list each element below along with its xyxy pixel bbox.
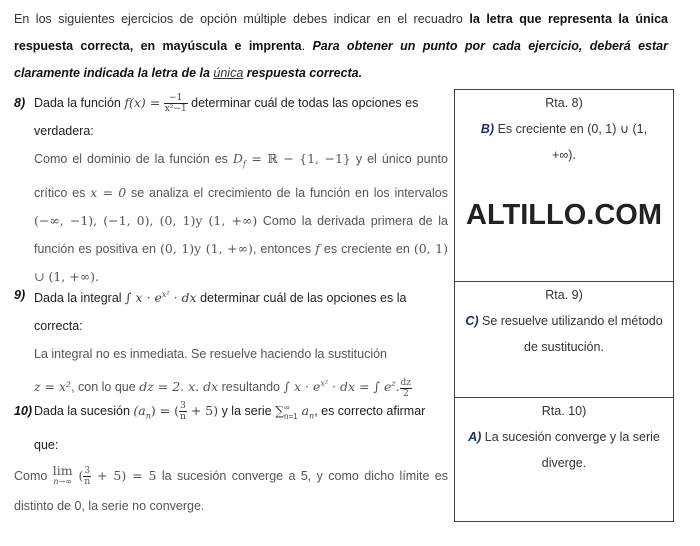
expl-text: y el único punto crítico es (34, 152, 448, 200)
integral-result: ∫ x · e (283, 379, 321, 395)
answer-8-letter: B) (480, 122, 495, 136)
series-term: a (297, 403, 310, 418)
altillo-watermark: ALTILLO.COM (466, 199, 662, 231)
expl-text: , entonces (252, 241, 316, 256)
question-8-fraction (164, 93, 188, 114)
fraction-numerator: −1 (164, 93, 188, 104)
question-8-number: 8) (14, 96, 26, 110)
fraction-denominator: n (180, 412, 186, 423)
series-term-sub: n (309, 411, 315, 421)
instructions-emphasis: la letra que representa la única respuesta correcta, en mayúscula e imprenta (14, 12, 668, 53)
dot: . (395, 379, 400, 395)
differential: dz = 2. x. dx (139, 379, 219, 395)
answer-9-text: Se resuelve utilizando el método de sustitución. (478, 314, 663, 354)
expl-text: se analiza el crecimiento de la función en los intervalos (126, 185, 448, 200)
limit-sub: n→∞ (53, 477, 72, 487)
answer-10-title: Rta. 10) (541, 404, 587, 418)
question-8 (14, 89, 448, 291)
question-10 (14, 397, 448, 521)
limit (53, 465, 73, 487)
question-9-number: 9) (14, 288, 26, 302)
answer-9-letter: C) (465, 314, 479, 328)
expl-text: Como (14, 468, 53, 483)
final-interval: (0, 1) ∪ (1, +∞). (34, 240, 449, 284)
question-8-text-a: Dada la función (34, 96, 125, 110)
sequence-sub: n (145, 411, 151, 421)
expl-text: la sucesión converge a 5, y como dicho límite es distinto de 0, la serie no converge. (14, 468, 448, 513)
answer-8-content (455, 116, 673, 168)
answer-10-text: La sucesión converge y la serie diverge. (481, 430, 660, 470)
substitution: z = x² (34, 379, 72, 395)
series-lower: n=1 (284, 411, 298, 421)
answer-box-9[interactable] (454, 281, 674, 398)
expl-text: Como el dominio de la función es (34, 152, 233, 166)
domain-set: = ℝ − {1, −1} (245, 151, 351, 166)
critical-point: x = 0 (90, 184, 127, 200)
answer-10-content (455, 424, 673, 476)
fraction-denominator: x²−1 (164, 104, 187, 115)
question-10-explanation (0, 461, 448, 521)
question-9 (14, 281, 448, 403)
domain-symbol: D (232, 151, 243, 166)
question-8-explanation (14, 145, 448, 291)
answer-9-content (455, 308, 673, 360)
expl-text: Como la derivada primera de la función es positiva en (34, 213, 448, 256)
answer-10-letter: A) (468, 430, 482, 444)
question-8-function: f(x) = (124, 95, 161, 110)
question-10-text-c: , es correcto afirmar que: (34, 404, 426, 452)
question-9-text-b: determinar cuál de las opciones es la correcta: (34, 291, 407, 334)
integral: ∫ x · e (125, 290, 162, 306)
exponent-z: z (391, 379, 396, 389)
expl-text: La integral no es inmediata. Se resuelve haciendo la sustitución (34, 347, 387, 362)
sequence-eq: ) = ( (150, 403, 180, 418)
answer-box-10[interactable] (454, 397, 674, 522)
expl-text: , con lo que (71, 380, 140, 395)
question-10-text-a: Dada la sucesión (34, 404, 134, 418)
exponent: x² (320, 379, 329, 389)
intervals: (−∞, −1), (−1, 0), (0, 1)y (1, +∞) (34, 212, 258, 228)
question-9-text-a: Dada la integral (34, 291, 126, 306)
answer-9-title: Rta. 9) (545, 288, 583, 302)
integral-result-mid: · dx = ∫ e (328, 379, 392, 395)
answer-8-text: Es creciente en (0, 1) ∪ (1, +∞). (494, 122, 648, 162)
limit-result: + 5) = 5 (91, 467, 157, 483)
fraction-numerator: 3 (84, 465, 91, 476)
sequence-fraction (179, 401, 187, 422)
limit-word: lim (52, 463, 73, 479)
instructions-scoring: Para obtener un punto por cada ejercicio, deberá estar claramente indicada la letra de la (14, 39, 668, 80)
instructions-text-1: En los siguientes ejercicios de opción múltiple debes indicar en el recuadro (14, 12, 470, 26)
instructions-end: respuesta correcta. (243, 66, 363, 80)
f-symbol: f (315, 240, 320, 256)
expl-text: es creciente en (319, 241, 414, 256)
question-8-text-b: determinar cuál de todas las opciones es verdadera: (34, 96, 419, 138)
instructions-paragraph (14, 6, 668, 87)
fraction-numerator: dz (400, 377, 412, 388)
instructions-unica: única (213, 66, 244, 80)
fraction-denominator: 2 (402, 388, 409, 399)
sequence-end: + 5) (186, 403, 219, 418)
integral-exponent: x² (161, 290, 170, 299)
question-9-explanation (14, 340, 448, 403)
sequence: (a (133, 403, 146, 418)
question-10-text-b: y la serie (218, 404, 276, 418)
expl-text: resultando (218, 380, 284, 395)
domain-sub: f (242, 159, 246, 169)
answer-box-8[interactable] (454, 89, 674, 282)
question-10-number: 10) (14, 404, 33, 418)
limit-open: ( (72, 467, 84, 483)
dz-fraction (400, 378, 413, 399)
series-limits (284, 403, 298, 421)
positive-intervals: (0, 1)y (1, +∞) (159, 240, 253, 256)
instructions-period: . (301, 39, 313, 53)
answer-8-title: Rta. 8) (545, 96, 583, 110)
series-upper: ∞ (284, 402, 290, 412)
series-symbol: ∑ (275, 403, 285, 418)
fraction-numerator: 3 (180, 401, 186, 412)
limit-fraction (83, 466, 91, 487)
integral-dx: · dx (169, 290, 197, 306)
fraction-denominator: n (84, 476, 91, 487)
